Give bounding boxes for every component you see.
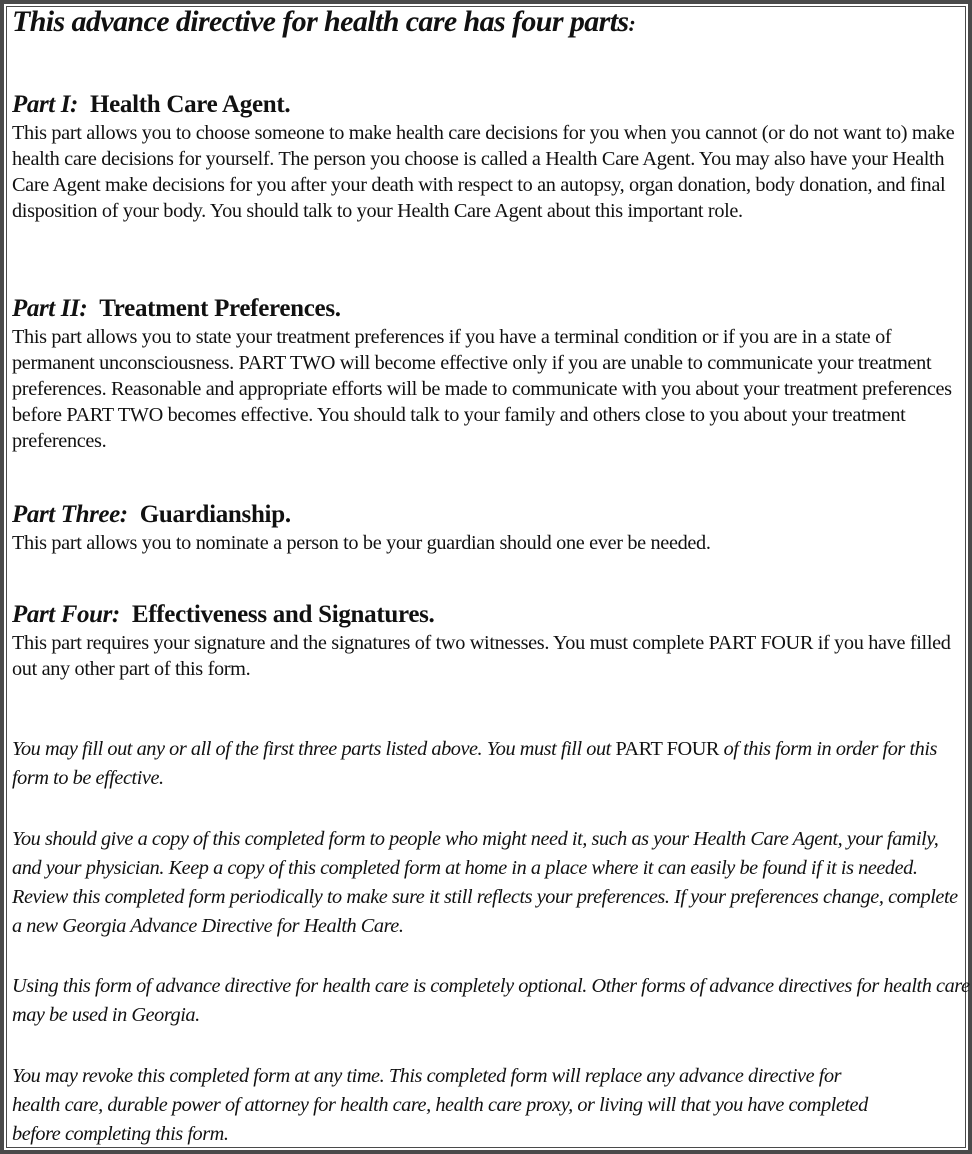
part-two-heading (12, 294, 964, 324)
part-three-heading (12, 500, 964, 530)
part-four-period: . (428, 601, 435, 628)
document-title-colon: : (628, 11, 636, 36)
part-one-period: . (284, 91, 291, 118)
part-two-label: Part II: (12, 295, 88, 322)
document-title-text: This advance directive for health care has four parts (12, 5, 629, 38)
part-one-heading (12, 90, 964, 120)
part-one-label: Part I: (12, 91, 78, 118)
optional-form-note: Using this form of advance directive for health care is completely optional. Other forms of advance directives for health care may be used in Georgia. (12, 975, 970, 1026)
part-four-label: Part Four: (12, 601, 120, 628)
fill-out-note-end: of this form in order for this form to be effective. (12, 738, 937, 789)
part-three-period: . (284, 501, 292, 528)
fill-out-note (12, 735, 970, 793)
document-content (12, 4, 970, 1145)
copy-distribution-note: You should give a copy of this completed form to people who might need it, such as your Health Care Agent, your family, and your physician. Keep a copy of this completed form at home in a place where it can easily be found if it is needed. Review this completed form periodically to make sure it still reflects your preferences. If your preferences change, complete a new Georgia Advance Directive for Health Care. (12, 828, 958, 937)
part-four-heading (12, 600, 964, 630)
part-four-section (12, 600, 964, 682)
part-three-name: Guardianship (139, 501, 285, 528)
fill-out-note-start: You may fill out any or all of the first three parts listed above. You must fill out (12, 738, 616, 760)
part-three-description: This part allows you to nominate a person to be your guardian should one ever be needed. (12, 532, 711, 554)
part-three-section (12, 500, 964, 556)
document-title (12, 4, 964, 42)
part-four-name: Effectiveness and Signatures (131, 601, 429, 628)
part-four-description: This part requires your signature and the signatures of two witnesses. You must complete PART FOUR if you have filled out any other part of this form. (12, 632, 951, 680)
part-two-description: This part allows you to state your treatment preferences if you have a terminal condition or if you are in a state of permanent unconsciousness. PART TWO will become effective only if you are unable to communicate your treatment preferences. Reasonable and appropriate efforts will be made to communicate with you about your treatment preferences before PART TWO becomes effective. You should talk to your family and others close to you about your treatment preferences. (12, 326, 952, 452)
fill-out-note-part-four: PART FOUR (615, 738, 719, 760)
part-one-name: Health Care Agent (89, 91, 285, 118)
part-two-name: Treatment Preferences (99, 295, 335, 322)
part-one-description: This part allows you to choose someone to make health care decisions for you when you cannot (or do not want to) make health care decisions for yourself. The person you choose is called a Health Care Agent. You may also have your Health Care Agent make decisions for you after your death with respect to an autopsy, organ donation, body donation, and final disposition of your body. You should talk to your Health Care Agent about this important role. (12, 122, 955, 222)
part-one-section (12, 90, 964, 224)
part-two-section (12, 294, 964, 454)
part-three-label: Part Three: (12, 501, 128, 528)
part-two-period: . (334, 295, 342, 322)
revocation-note: You may revoke this completed form at any time. This completed form will replace any advance directive for health care, durable power of attorney for health care, health care proxy, or living will that you have completed before completing this form. (12, 1065, 868, 1145)
